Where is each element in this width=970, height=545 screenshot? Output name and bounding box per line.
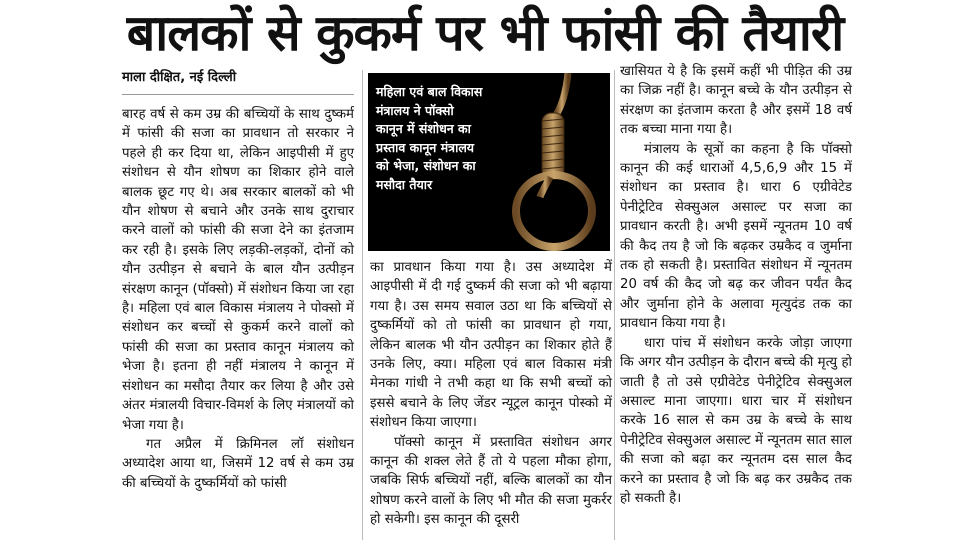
paragraph: पॉक्सो कानून में प्रस्तावित संशोधन अगर कानून की शक्ल लेते हैं तो ये पहला मौका होगा, जबकि सिर्फ बच्चियों नहीं, बल्कि बालकों का यौन शोषण करने वालों के लिए भी मौत की सजा मुकर्रर हो सकेगी। इस कानून की दूसरी [370,434,612,528]
noose-photo [368,73,610,251]
column-divider [614,70,615,540]
headline: बालकों से कुकर्म पर भी फांसी की तैयारी [126,4,844,62]
paragraph: गत अप्रैल में क्रिमिनल लॉ संशोधन अध्यादेश आया था, जिसमें 12 वर्ष से कम उम्र की बच्चियों के दुष्कर्मियों को फांसी [122,436,354,491]
paragraph: मंत्रालय के सूत्रों का कहना है कि पॉक्सो कानून की कई धाराओं 4,5,6,9 और 15 में संशोधन का प्रस्ताव है। धारा 6 एग्रीवेटेड पेनीट्रेटिव सेक्सुअल असाल्ट पर सजा का प्रावधान करती है। अभी इसमें न्यूनतम 10 वर्ष की कैद तय है जो कि बढ़कर उम्रकैद व जुर्माना तक हो सकती है। प्रस्तावित संशोधन में न्यूनतम 20 वर्ष की कैद जो बढ़ कर जीवन पर्यंत कैद और जुर्माना होने के अलावा मृत्युदंड तक का प्रावधान किया गया है। [620,141,852,332]
paragraph: बारह वर्ष से कम उम्र की बच्चियों के साथ दुष्कर्म में फांसी की सजा का प्रावधान तो सरकार ने पहले ही कर दिया था, लेकिन आइपीसी में हुए संशोधन से यौन शोषण का शिकार होने वाले बालक छूट गए थे। अब सरकार बालकों को भी यौन शोषण से बचाने और उनके साथ दुराचार करने वालों को फांसी की सजा देने का इंतजाम कर रही है। इसके लिए लड़की-लड़कों, दोनों को यौन उत्पीड़न से बचाने के बाल यौन उत्पीड़न संरक्षण कानून (पॉक्सो) में संशोधन किया जा रहा है। महिला एवं बाल विकास मंत्रालय ने पोक्सो में संशोधन कर बच्चों से कुकर्म करने वालों को फांसी की सजा का प्रस्ताव कानून मंत्रालय को भेजा है। इतना ही नहीं मंत्रालय ने कानून में संशोधन का मसौदा तैयार कर लिया है और उसे अंतर मंत्रालयी विचार-विमर्श के लिए मंत्रालयों को भेजा गया है। [122,107,354,433]
noose-icon [480,73,610,251]
photo-caption: महिला एवं बाल विकास मंत्रालय ने पॉक्सो कानून में संशोधन का प्रस्ताव कानून मंत्रालय को भेजा, संशोधन का मसौदा तैयार [376,84,483,192]
paragraph: धारा पांच में संशोधन करके जोड़ा जाएगा कि अगर यौन उत्पीड़न के दौरान बच्चे की मृत्यु हो जाती है तो उसे एग्रीवेटेड पेनीट्रेटिव सेक्सुअल असाल्ट माना जाएगा। धारा चार में संशोधन करके 16 साल से कम उम्र के बच्चे के साथ पेनीट्रेटिव सेक्सुअल असाल्ट में न्यूनतम सात साल की सजा को बढ़ा कर न्यूनतम दस साल कैद करने का प्रस्ताव है जो कि बढ़ कर उम्रकैद तक हो सकती है। [620,335,852,506]
column-divider [362,70,363,540]
paragraph: खासियत ये है कि इसमें कहीं भी पीड़ित की उम्र का जिक्र नहीं है। कानून बच्चे के यौन उत्पीड़न से संरक्षण का इंतजाम करता है और इसमें 18 वर्ष तक बच्चा माना गया है। [620,64,852,138]
article-column-3 [620,62,852,508]
article-column-1 [122,105,354,493]
byline: माला दीक्षित, नई दिल्ली [122,68,354,95]
article-column-2 [370,258,612,530]
paragraph: का प्रावधान किया गया है। उस अध्यादेश में आइपीसी में दी गई दुष्कर्म की सजा को भी बढ़ाया गया है। उस समय सवाल उठा था कि बच्चियों से दुष्कर्मियों को तो फांसी का प्रावधान हो गया, लेकिन बालक भी यौन उत्पीड़न का शिकार होते हैं उनके लिए, क्या। महिला एवं बाल विकास मंत्री मेनका गांधी ने तभी कहा था कि सभी बच्चों को इससे बचाने के लिए जेंडर न्यूट्रल कानून पोस्को में संशोधन किया जाएगा। [370,260,612,431]
